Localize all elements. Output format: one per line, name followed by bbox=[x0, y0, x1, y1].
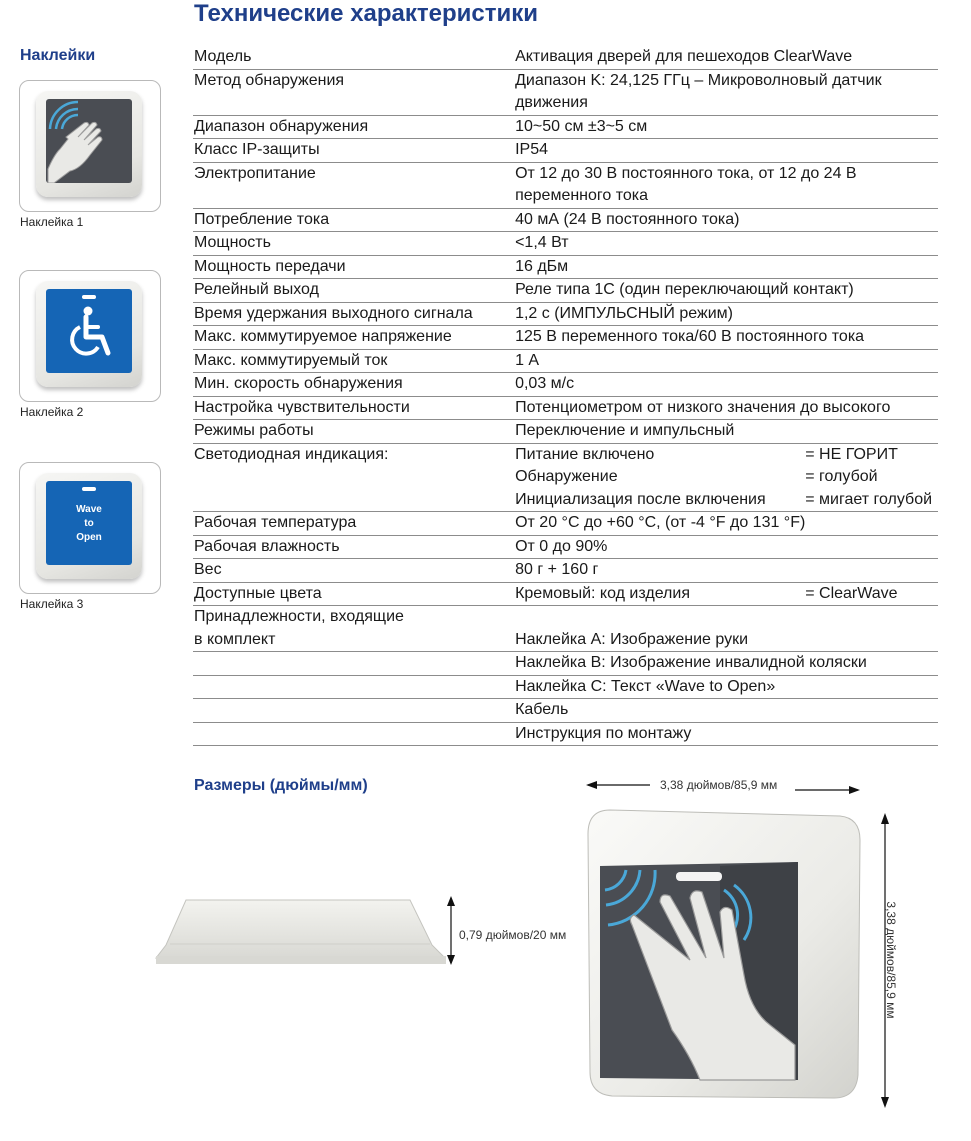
spec-value: 40 мА (24 В постоянного тока) bbox=[515, 210, 740, 228]
spec-label: Рабочая влажность bbox=[194, 537, 340, 555]
spec-value: Активация дверей для пешеходов ClearWave bbox=[515, 48, 853, 65]
side-profile-view bbox=[156, 900, 446, 964]
spec-value: Диапазон K: 24,125 ГГц – Микроволновый датчик движения bbox=[515, 71, 882, 111]
led-state: Питание включено bbox=[515, 445, 655, 463]
led-value: = мигает голубой bbox=[805, 490, 933, 508]
spec-value: <1,4 Вт bbox=[515, 234, 569, 251]
spec-label: Мощность bbox=[194, 234, 271, 251]
spec-label: Режимы работы bbox=[194, 422, 314, 439]
spec-value: 80 г + 160 г bbox=[515, 561, 599, 578]
spec-value: IP54 bbox=[515, 141, 548, 158]
accessory-item: Наклейка A: Изображение руки bbox=[515, 630, 749, 648]
wave-to-open-text: Wave to Open bbox=[76, 504, 102, 543]
spec-label: Диапазон обнаружения bbox=[194, 117, 369, 135]
depth-label: 0,79 дюймов/20 мм bbox=[459, 928, 567, 942]
spec-label: Метод обнаружения bbox=[194, 71, 345, 89]
sticker-caption-3: Наклейка 3 bbox=[20, 597, 84, 611]
spec-value: 10~50 см ±3~5 см bbox=[515, 117, 648, 135]
spec-label: Макс. коммутируемое напряжение bbox=[194, 328, 452, 345]
stickers-heading: Наклейки bbox=[20, 47, 96, 64]
spec-label: Светодиодная индикация: bbox=[194, 445, 389, 463]
spec-value: 125 В переменного тока/60 В постоянного тока bbox=[515, 328, 865, 345]
spec-label: Мощность передачи bbox=[194, 257, 346, 275]
spec-label: Принадлежности, входящие bbox=[194, 608, 404, 625]
depth-arrow bbox=[447, 896, 455, 965]
dimensions-heading: Размеры (дюймы/мм) bbox=[194, 777, 368, 794]
spec-value: От 20 °C до +60 °C, (от -4 °F до 131 °F) bbox=[515, 514, 806, 531]
accessory-item: Кабель bbox=[515, 701, 569, 718]
accessory-item: Наклейка C: Текст «Wave to Open» bbox=[515, 677, 776, 695]
width-label: 3,38 дюймов/85,9 мм bbox=[660, 778, 778, 792]
spec-label: Доступные цвета bbox=[194, 584, 322, 602]
spec-label: Макс. коммутируемый ток bbox=[194, 351, 388, 369]
sticker-caption-2: Наклейка 2 bbox=[20, 405, 84, 419]
spec-label: в комплект bbox=[194, 630, 276, 648]
spec-label: Класс IP-защиты bbox=[194, 141, 320, 158]
spec-value: От 0 до 90% bbox=[515, 537, 608, 555]
accessory-item: Инструкция по монтажу bbox=[515, 724, 692, 742]
spec-value: 16 дБм bbox=[515, 257, 569, 275]
page-title: Технические характеристики bbox=[194, 0, 539, 27]
spec-label: Электропитание bbox=[194, 164, 316, 182]
spec-value: 0,03 м/с bbox=[515, 375, 575, 392]
spec-value: От 12 до 30 В постоянного тока, от 12 до 24 В переменного тока bbox=[515, 164, 857, 204]
spec-label: Мин. скорость обнаружения bbox=[194, 375, 403, 392]
led-value: = голубой bbox=[805, 468, 878, 485]
led-state: Инициализация после включения bbox=[515, 490, 766, 508]
spec-label: Модель bbox=[194, 48, 252, 65]
spec-value: 1,2 с (ИМПУЛЬСНЫЙ режим) bbox=[515, 304, 733, 322]
spec-value: Потенциометром от низкого значения до высокого bbox=[515, 398, 891, 416]
spec-value: 1 А bbox=[515, 351, 540, 369]
led-state: Обнаружение bbox=[515, 468, 618, 485]
spec-label: Потребление тока bbox=[194, 210, 330, 228]
sensor-front-view bbox=[588, 810, 860, 1098]
led-value: = НЕ ГОРИТ bbox=[805, 445, 898, 463]
product-code: = ClearWave bbox=[805, 584, 898, 602]
accessory-item: Наклейка B: Изображение инвалидной коляски bbox=[515, 654, 867, 671]
height-label: 3,38 дюймов/85,9 мм bbox=[884, 901, 898, 1019]
spec-value: Переключение и импульсный bbox=[515, 422, 735, 439]
spec-label: Рабочая температура bbox=[194, 514, 357, 531]
spec-label: Время удержания выходного сигнала bbox=[194, 304, 473, 322]
sticker-caption-1: Наклейка 1 bbox=[20, 215, 84, 229]
spec-label: Вес bbox=[194, 561, 222, 578]
spec-value: Реле типа 1C (один переключающий контакт) bbox=[515, 281, 854, 298]
spec-value: Кремовый: код изделия bbox=[515, 584, 690, 602]
spec-label: Релейный выход bbox=[194, 281, 319, 298]
spec-label: Настройка чувствительности bbox=[194, 398, 410, 416]
